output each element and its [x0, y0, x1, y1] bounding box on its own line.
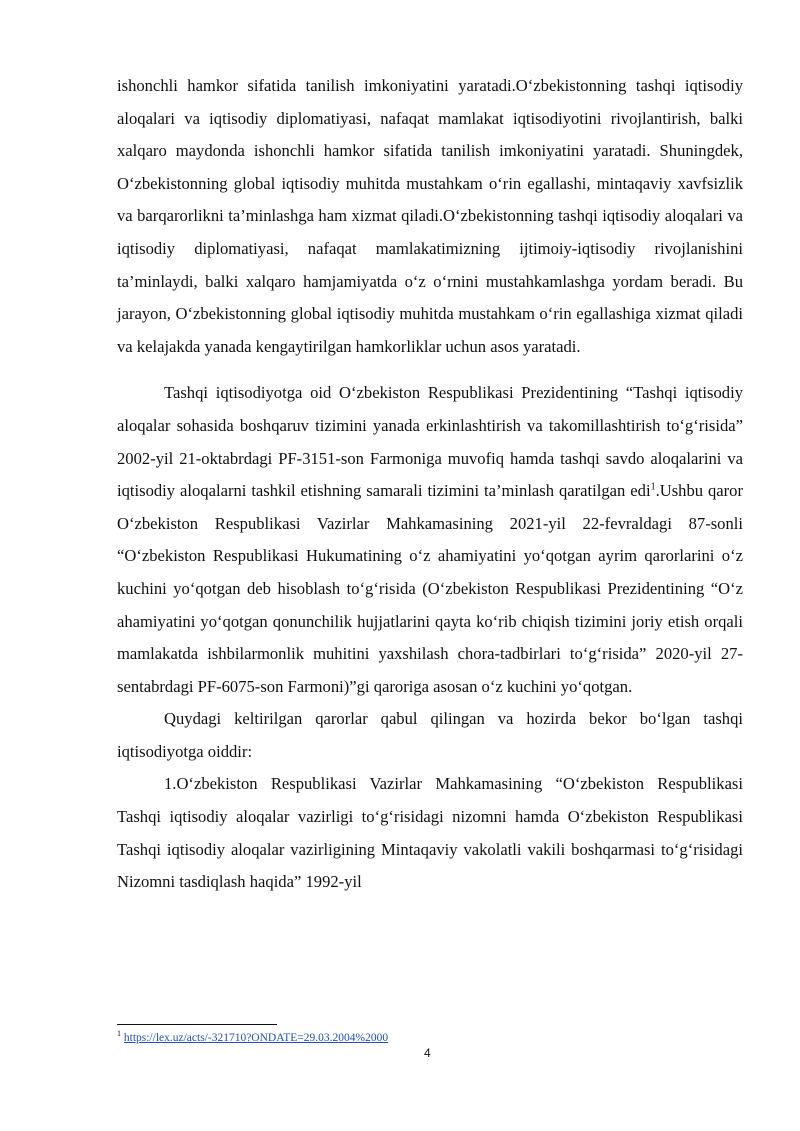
page-number: 4 — [424, 1046, 431, 1060]
paragraph-2-text-start: Tashqi iqtisodiyotga oid O‘zbekiston Respublikasi Prezidentining “Tashqi iqtisodiy aloqalar sohasida boshqaruv tizimini yanada erkinlashtirish va takomillashtirish to‘g‘risida” 2002-yil 21-oktabrdagi PF-3151-son Farmoniga muvofiq hamda tashqi savdo aloqalarini va iqtisodiy aloqalarni tashkil etishning samarali tizimini ta’minlash qaratilgan edi — [117, 383, 743, 501]
paragraph-1: ishonchli hamkor sifatida tanilish imkoniyatini yaratadi.O‘zbekistonning tashqi iqtisodiy aloqalari va iqtisodiy diplomatiyasi, nafaqat mamlakat iqtisodiyotini rivojlantirish, balki xalqaro maydonda ishonchli hamkor sifatida tanilish imkoniyatini yaratadi. Shuningdek, O‘zbekistonning global iqtisodiy muhitda mustahkam o‘rin egallashi, mintaqaviy xavfsizlik va barqarorlikni ta’minlashga ham xizmat qiladi.O‘zbekistonning tashqi iqtisodiy aloqalari va iqtisodiy diplomatiyasi, nafaqat mamlakatimizning ijtimoiy-iqtisodiy rivojlanishini ta’minlaydi, balki xalqaro hamjamiyatda o‘z o‘rnini mustahkamlashga yordam beradi. Bu jarayon, O‘zbekistonning global iqtisodiy muhitda mustahkam o‘rin egallashiga xizmat qiladi va kelajakda yanada kengaytirilgan hamkorliklar uchun asos yaratadi. — [117, 76, 743, 356]
paragraph-4: 1.O‘zbekiston Respublikasi Vazirlar Mahkamasining “O‘zbekiston Respublikasi Tashqi iqtisodiy aloqalar vazirligi to‘g‘risidagi nizomni hamda O‘zbekiston Respublikasi Tashqi iqtisodiy aloqalar vazirligining Mintaqaviy vakolatli vakili boshqarmasi to‘g‘risidagi Nizomni tasdiqlash haqida” 1992-yil — [117, 774, 743, 892]
footnote-divider — [117, 1024, 277, 1025]
footnote — [117, 1031, 717, 1045]
footnote-marker: 1 — [117, 1029, 121, 1039]
footnote-link[interactable]: https://lex.uz/acts/-321710?ONDATE=29.03.2004%2000 — [123, 1032, 389, 1044]
body-text — [117, 70, 743, 899]
paragraph-3: Quydagi keltirilgan qarorlar qabul qilingan va hozirda bekor bo‘lgan tashqi iqtisodiyotga oiddir: — [117, 709, 743, 761]
paragraph-2 — [117, 377, 743, 703]
paragraph-2-text-end: .Ushbu qaror O‘zbekiston Respublikasi Vazirlar Mahkamasining 2021-yil 22-fevraldagi 87-sonli “O‘zbekiston Respublikasi Hukumatining o‘z ahamiyatini yo‘qotgan ayrim qarorlarini o‘z kuchini yo‘qotgan deb hisoblash to‘g‘risida (O‘zbekiston Respublikasi Prezidentining “O‘z ahamiyatini yo‘qotgan qonunchilik hujjatlarini qayta ko‘rib chiqish tizimini joriy etish orqali mamlakatda ishbilarmonlik muhitini yaxshilash chora-tadbirlari to‘g‘risida” 2020-yil 27-sentabrdagi PF-6075-son Farmoni)”gi qaroriga asosan o‘z kuchini yo‘qotgan. — [117, 481, 743, 696]
footnote-reference[interactable]: 1 — [650, 481, 656, 493]
